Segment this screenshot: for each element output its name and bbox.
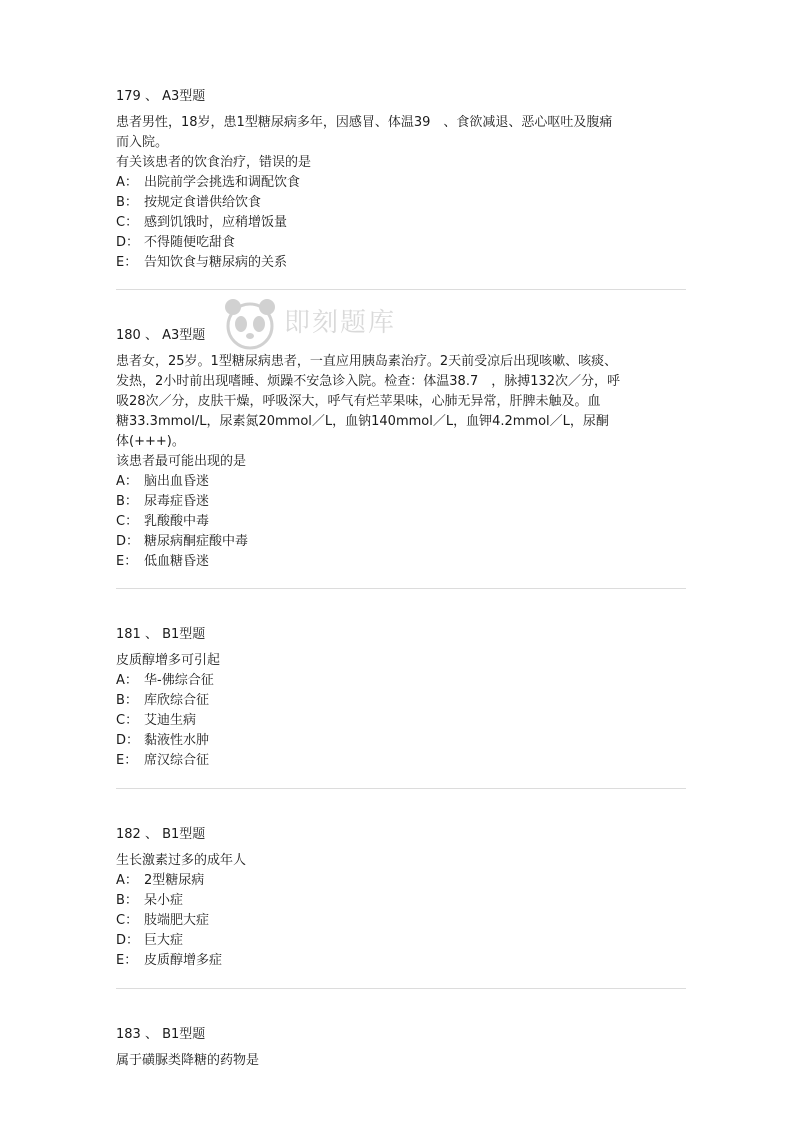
option-text: 按规定食谱供给饮食 xyxy=(144,195,262,210)
question-183 xyxy=(116,1025,686,1071)
option-letter: A： xyxy=(116,474,138,489)
divider xyxy=(116,588,686,589)
option-letter: E： xyxy=(116,753,138,768)
divider xyxy=(116,788,686,789)
option-b[interactable] xyxy=(116,891,686,911)
watermark-text: 即刻题库 xyxy=(284,308,397,338)
option-c[interactable] xyxy=(116,213,686,233)
question-header: 182 、 B1型题 xyxy=(116,827,206,842)
option-text: 库欣综合征 xyxy=(144,693,210,708)
question-stem-line: 而入院。 xyxy=(116,135,169,150)
question-stem-line: 发热，2小时前出现嗜睡、烦躁不安急诊入院。检查：体温38.7 ，脉搏132次／分，呼 xyxy=(116,374,621,389)
option-text: 华-佛综合征 xyxy=(144,673,214,688)
option-letter: B： xyxy=(116,494,138,509)
option-letter: E： xyxy=(116,953,138,968)
question-header: 183 、 B1型题 xyxy=(116,1027,206,1042)
option-text: 乳酸酸中毒 xyxy=(144,514,210,529)
option-text: 出院前学会挑选和调配饮食 xyxy=(144,175,301,190)
option-letter: C： xyxy=(116,913,139,928)
option-letter: D： xyxy=(116,733,140,748)
option-letter: D： xyxy=(116,534,140,549)
option-text: 告知饮食与糖尿病的关系 xyxy=(144,255,288,270)
option-d[interactable] xyxy=(116,532,686,552)
option-text: 呆小症 xyxy=(144,893,184,908)
option-letter: A： xyxy=(116,175,138,190)
option-c[interactable] xyxy=(116,711,686,731)
option-text: 艾迪生病 xyxy=(144,713,197,728)
option-letter: E： xyxy=(116,255,138,270)
option-text: 黏液性水肿 xyxy=(144,733,210,748)
option-letter: A： xyxy=(116,673,138,688)
question-181 xyxy=(116,625,686,771)
option-letter: A： xyxy=(116,873,138,888)
option-e[interactable] xyxy=(116,751,686,771)
option-text: 感到饥饿时，应稍增饭量 xyxy=(144,215,288,230)
question-stem-line: 患者女，25岁。1型糖尿病患者，一直应用胰岛素治疗。2天前受凉后出现咳嗽、咳痰、 xyxy=(116,354,618,369)
option-d[interactable] xyxy=(116,233,686,253)
question-stem-line: 有关该患者的饮食治疗，错误的是 xyxy=(116,155,312,170)
question-header: 180 、 A3型题 xyxy=(116,328,206,343)
option-text: 脑出血昏迷 xyxy=(144,474,210,489)
option-text: 肢端肥大症 xyxy=(144,913,210,928)
option-b[interactable] xyxy=(116,193,686,213)
option-letter: B： xyxy=(116,195,138,210)
option-text: 尿毒症昏迷 xyxy=(144,494,210,509)
question-180 xyxy=(116,326,686,572)
option-letter: B： xyxy=(116,693,138,708)
option-e[interactable] xyxy=(116,951,686,971)
option-text: 低血糖昏迷 xyxy=(144,554,210,569)
question-stem-line: 生长激素过多的成年人 xyxy=(116,853,247,868)
option-a[interactable] xyxy=(116,472,686,492)
question-stem-line: 属于磺脲类降糖的药物是 xyxy=(116,1053,260,1068)
option-b[interactable] xyxy=(116,691,686,711)
option-text: 糖尿病酮症酸中毒 xyxy=(144,534,249,549)
divider xyxy=(116,988,686,989)
option-letter: D： xyxy=(116,933,140,948)
option-text: 席汉综合征 xyxy=(144,753,210,768)
option-text: 巨大症 xyxy=(144,933,184,948)
option-letter: C： xyxy=(116,514,139,529)
option-a[interactable] xyxy=(116,671,686,691)
option-letter: D： xyxy=(116,235,140,250)
option-letter: C： xyxy=(116,215,139,230)
option-letter: E： xyxy=(116,554,138,569)
option-e[interactable] xyxy=(116,552,686,572)
option-d[interactable] xyxy=(116,931,686,951)
option-e[interactable] xyxy=(116,253,686,273)
question-179 xyxy=(116,87,686,273)
option-c[interactable] xyxy=(116,512,686,532)
question-182 xyxy=(116,825,686,971)
question-stem-line: 患者男性，18岁，患1型糖尿病多年，因感冒、体温39 、食欲减退、恶心呕吐及腹痛 xyxy=(116,115,613,130)
question-stem-line: 该患者最可能出现的是 xyxy=(116,454,247,469)
question-header: 179 、 A3型题 xyxy=(116,89,206,104)
question-stem-line: 体(+++)。 xyxy=(116,434,185,449)
option-a[interactable] xyxy=(116,173,686,193)
question-header: 181 、 B1型题 xyxy=(116,627,206,642)
question-stem-line: 糖33.3mmol/L，尿素氮20mmol／L，血钠140mmol／L，血钾4.2mmol／L，尿酮 xyxy=(116,414,609,429)
divider xyxy=(116,289,686,290)
option-d[interactable] xyxy=(116,731,686,751)
option-letter: B： xyxy=(116,893,138,908)
option-text: 2型糖尿病 xyxy=(144,873,205,888)
question-stem-line: 吸28次／分，皮肤干燥，呼吸深大，呼气有烂苹果味，心肺无异常，肝脾未触及。血 xyxy=(116,394,601,409)
question-stem-line: 皮质醇增多可引起 xyxy=(116,653,221,668)
option-a[interactable] xyxy=(116,871,686,891)
option-text: 不得随便吃甜食 xyxy=(144,235,236,250)
option-letter: C： xyxy=(116,713,139,728)
option-c[interactable] xyxy=(116,911,686,931)
option-text: 皮质醇增多症 xyxy=(144,953,223,968)
option-b[interactable] xyxy=(116,492,686,512)
